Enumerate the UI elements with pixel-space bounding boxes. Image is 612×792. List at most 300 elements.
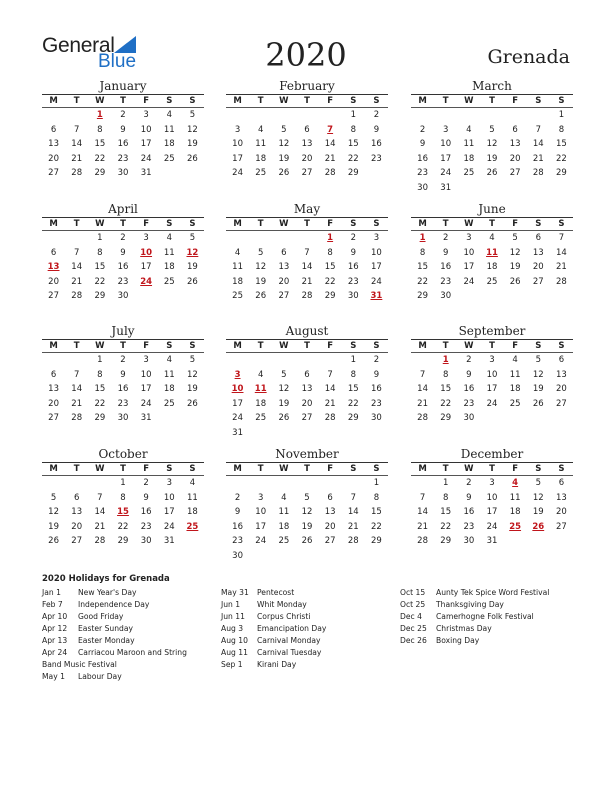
- day-cell: 25: [163, 276, 175, 287]
- day-cell: 9: [350, 247, 356, 258]
- month-name: April: [108, 202, 138, 216]
- empty-day: [295, 353, 318, 368]
- weekday-header: M: [42, 95, 65, 108]
- holiday-date: 11: [254, 384, 267, 394]
- day-cell: 11: [187, 492, 198, 503]
- day-cell: 18: [232, 276, 243, 287]
- day-cell: 10: [163, 492, 175, 503]
- day-cell: 2: [120, 233, 126, 243]
- day-cell: 18: [255, 398, 267, 409]
- day-cell: 2: [466, 355, 472, 365]
- day-cell: 21: [301, 276, 313, 287]
- day-cell: 9: [143, 492, 149, 503]
- day-cell: 30: [371, 413, 382, 423]
- day-cell: 12: [278, 139, 290, 149]
- day-cell: 16: [140, 507, 152, 517]
- day-cell: 2: [120, 355, 126, 365]
- weekday-header: T: [111, 95, 134, 108]
- empty-day: [319, 108, 342, 123]
- day-cell: 13: [301, 139, 313, 149]
- holiday-date: 10: [231, 384, 244, 394]
- day-cell: 5: [304, 492, 310, 503]
- day-cell: 3: [373, 233, 380, 243]
- day-cell: 7: [74, 124, 80, 135]
- day-cell: 24: [463, 276, 475, 287]
- day-cell: 8: [350, 124, 356, 135]
- day-cell: 13: [71, 507, 83, 517]
- day-cell: 10: [140, 124, 152, 135]
- day-cell: 12: [187, 369, 198, 380]
- holiday-entry: [42, 599, 187, 611]
- day-cell: 29: [556, 168, 567, 178]
- day-cell: 4: [466, 124, 472, 135]
- day-cell: 19: [301, 521, 313, 532]
- day-cell: 14: [417, 507, 428, 517]
- holiday-entry: [42, 659, 187, 671]
- day-cell: 20: [509, 153, 521, 164]
- empty-day: [480, 108, 503, 123]
- day-cell: 24: [140, 153, 152, 164]
- day-cell: 25: [232, 291, 243, 301]
- weekday-header: F: [504, 340, 527, 353]
- empty-day: [249, 353, 272, 368]
- day-cell: 21: [532, 153, 544, 164]
- holiday-date: 31: [370, 291, 383, 301]
- weekday-header: S: [527, 95, 550, 108]
- holiday-date: 4: [512, 478, 519, 488]
- holiday-date: 15: [117, 507, 129, 517]
- day-cell: 15: [440, 507, 452, 517]
- holiday-date: 1: [442, 355, 449, 365]
- holiday-entry-date: Dec 25: [400, 624, 427, 633]
- weekday-header: T: [480, 218, 503, 231]
- day-cell: 22: [94, 276, 106, 287]
- day-cell: 19: [532, 384, 544, 394]
- weekday-header: W: [272, 95, 295, 108]
- day-cell: 21: [71, 398, 83, 409]
- day-cell: 5: [281, 369, 287, 380]
- holidays-title: 2020 Holidays for Grenada: [42, 574, 170, 584]
- day-cell: 19: [278, 153, 290, 164]
- holiday-entry-name: Labour Day: [78, 672, 122, 681]
- day-cell: 14: [71, 139, 83, 149]
- day-cell: 2: [419, 124, 426, 135]
- day-cell: 27: [48, 291, 59, 301]
- day-cell: 23: [232, 536, 243, 546]
- day-cell: 5: [189, 110, 196, 120]
- day-cell: 21: [417, 521, 428, 532]
- day-cell: 10: [486, 369, 498, 380]
- weekday-header: T: [249, 95, 272, 108]
- weekday-header: W: [272, 340, 295, 353]
- day-grid: [42, 340, 204, 426]
- empty-day: [411, 353, 434, 368]
- day-cell: 24: [232, 168, 243, 178]
- day-cell: 18: [163, 139, 175, 149]
- day-cell: 19: [187, 262, 198, 272]
- day-cell: 3: [143, 233, 149, 243]
- month-name: March: [472, 79, 512, 93]
- day-cell: 13: [48, 139, 59, 149]
- day-grid: [42, 463, 204, 549]
- day-cell: 16: [117, 139, 129, 149]
- day-cell: 14: [347, 507, 359, 517]
- day-cell: 7: [419, 369, 426, 380]
- day-cell: 20: [48, 398, 59, 409]
- holiday-entry-name: Good Friday: [78, 612, 124, 621]
- holiday-entry-date: Oct 25: [400, 600, 426, 609]
- day-grid: [226, 340, 388, 440]
- holiday-entry-date: Sep 1: [221, 660, 243, 669]
- day-cell: 4: [512, 355, 518, 365]
- day-cell: 17: [163, 507, 175, 517]
- weekday-header: M: [42, 218, 65, 231]
- day-grid: [411, 340, 573, 426]
- day-cell: 15: [440, 384, 452, 394]
- day-cell: 18: [255, 153, 267, 164]
- month-march: [411, 79, 573, 195]
- empty-day: [319, 476, 342, 491]
- day-cell: 20: [556, 507, 567, 517]
- day-cell: 22: [417, 276, 428, 287]
- weekday-header: F: [504, 95, 527, 108]
- day-cell: 14: [417, 384, 428, 394]
- day-cell: 14: [324, 384, 336, 394]
- weekday-header: T: [65, 463, 88, 476]
- day-cell: 6: [535, 233, 541, 243]
- day-cell: 31: [163, 536, 175, 546]
- day-cell: 13: [556, 369, 567, 380]
- day-cell: 21: [324, 398, 336, 409]
- weekday-header: W: [272, 218, 295, 231]
- day-cell: 13: [301, 384, 313, 394]
- day-cell: 22: [94, 153, 106, 164]
- day-cell: 1: [97, 355, 103, 365]
- day-cell: 26: [486, 168, 498, 178]
- day-cell: 19: [255, 276, 267, 287]
- day-cell: 16: [347, 262, 359, 272]
- day-cell: 2: [234, 492, 241, 503]
- day-cell: 4: [258, 369, 264, 380]
- day-cell: 2: [120, 110, 126, 120]
- day-cell: 30: [117, 413, 129, 423]
- weekday-header: T: [480, 95, 503, 108]
- day-cell: 24: [440, 168, 452, 178]
- weekday-header: T: [295, 95, 318, 108]
- day-cell: 27: [301, 168, 313, 178]
- holiday-entry-date: Jun 1: [221, 600, 241, 609]
- holiday-entry: [42, 647, 187, 659]
- weekday-header: S: [342, 463, 365, 476]
- day-cell: 12: [255, 262, 267, 272]
- day-cell: 3: [166, 478, 172, 488]
- day-cell: 13: [556, 492, 567, 503]
- month-name: December: [460, 447, 524, 461]
- day-cell: 4: [166, 355, 172, 365]
- weekday-header: F: [504, 463, 527, 476]
- empty-day: [88, 476, 111, 491]
- day-cell: 7: [74, 369, 80, 380]
- day-cell: 21: [556, 262, 567, 272]
- holiday-entry-date: May 31: [221, 588, 249, 597]
- day-cell: 17: [255, 521, 267, 532]
- day-cell: 10: [232, 139, 243, 149]
- day-cell: 25: [163, 398, 175, 409]
- day-cell: 26: [532, 398, 544, 409]
- day-cell: 11: [232, 262, 243, 272]
- day-cell: 9: [466, 492, 472, 503]
- day-cell: 10: [463, 247, 475, 258]
- day-cell: 9: [234, 507, 241, 517]
- day-cell: 6: [327, 492, 333, 503]
- day-cell: 10: [371, 247, 382, 258]
- day-cell: 6: [304, 124, 310, 135]
- weekday-header: M: [226, 463, 249, 476]
- holiday-entry-name: Pentecost: [257, 588, 295, 597]
- empty-day: [295, 231, 318, 246]
- holiday-entry-name: Whit Monday: [257, 600, 307, 609]
- day-cell: 2: [143, 478, 149, 488]
- weekday-header: S: [158, 218, 181, 231]
- day-cell: 16: [371, 384, 382, 394]
- weekday-header: S: [365, 340, 388, 353]
- day-cell: 7: [327, 369, 333, 380]
- weekday-header: M: [42, 463, 65, 476]
- day-cell: 25: [509, 398, 521, 409]
- month-august: [226, 324, 388, 440]
- weekday-header: T: [65, 95, 88, 108]
- holiday-entry: [42, 611, 187, 623]
- day-cell: 23: [463, 398, 475, 409]
- day-cell: 28: [94, 536, 106, 546]
- day-cell: 17: [440, 153, 452, 164]
- day-cell: 12: [301, 507, 313, 517]
- day-cell: 6: [74, 492, 80, 503]
- day-cell: 17: [232, 398, 243, 409]
- weekday-header: M: [226, 218, 249, 231]
- day-cell: 16: [117, 384, 129, 394]
- day-cell: 1: [558, 110, 565, 120]
- day-cell: 28: [417, 536, 428, 546]
- day-cell: 8: [350, 369, 356, 380]
- weekday-header: T: [295, 340, 318, 353]
- weekday-header: M: [411, 218, 434, 231]
- weekday-header: S: [550, 463, 573, 476]
- weekday-header: W: [88, 218, 111, 231]
- day-cell: 7: [304, 247, 310, 258]
- weekday-header: T: [111, 340, 134, 353]
- day-cell: 11: [278, 507, 290, 517]
- day-cell: 8: [97, 369, 103, 380]
- day-cell: 25: [255, 168, 267, 178]
- day-cell: 8: [97, 124, 103, 135]
- holiday-date: 13: [47, 262, 60, 272]
- day-cell: 1: [443, 478, 449, 488]
- day-cell: 4: [234, 247, 241, 258]
- month-september: [411, 324, 573, 426]
- day-cell: 9: [373, 369, 380, 380]
- day-grid: [226, 218, 388, 304]
- holiday-date: 12: [186, 247, 199, 258]
- holiday-column: [221, 587, 326, 671]
- day-cell: 16: [440, 262, 452, 272]
- day-cell: 25: [163, 153, 175, 164]
- day-cell: 18: [486, 262, 498, 272]
- day-cell: 18: [463, 153, 475, 164]
- holiday-entry-date: Oct 15: [400, 588, 426, 597]
- day-cell: 11: [509, 492, 521, 503]
- day-cell: 16: [417, 153, 428, 164]
- day-cell: 25: [463, 168, 475, 178]
- day-grid: [411, 95, 573, 195]
- weekday-header: T: [480, 463, 503, 476]
- empty-day: [65, 353, 88, 368]
- empty-day: [272, 231, 295, 246]
- empty-day: [42, 108, 65, 123]
- month-name: January: [99, 79, 147, 93]
- day-cell: 28: [556, 276, 567, 287]
- day-cell: 25: [255, 413, 267, 423]
- day-cell: 22: [440, 521, 452, 532]
- day-cell: 14: [532, 139, 544, 149]
- day-cell: 25: [486, 276, 498, 287]
- day-cell: 16: [371, 139, 382, 149]
- empty-day: [65, 108, 88, 123]
- weekday-header: F: [135, 340, 158, 353]
- day-cell: 27: [532, 276, 544, 287]
- day-cell: 27: [324, 536, 336, 546]
- day-cell: 6: [304, 369, 310, 380]
- holiday-entry: [221, 647, 326, 659]
- day-cell: 5: [189, 233, 196, 243]
- month-june: [411, 202, 573, 304]
- holiday-entry-date: Dec 26: [400, 636, 427, 645]
- day-cell: 8: [443, 492, 449, 503]
- day-cell: 12: [486, 139, 498, 149]
- holiday-entry-name: Emancipation Day: [257, 624, 327, 633]
- day-cell: 3: [258, 492, 264, 503]
- holiday-entry-date: Jun 11: [221, 612, 245, 621]
- day-cell: 22: [371, 521, 382, 532]
- holiday-entry-date: Aug 3: [221, 624, 244, 633]
- empty-day: [226, 108, 249, 123]
- day-cell: 30: [463, 413, 475, 423]
- holiday-entry-name: Independence Day: [78, 600, 150, 609]
- weekday-header: M: [411, 95, 434, 108]
- day-cell: 12: [278, 384, 290, 394]
- day-cell: 12: [509, 247, 521, 258]
- day-cell: 4: [166, 110, 172, 120]
- holiday-date: 11: [486, 247, 498, 258]
- weekday-header: S: [158, 95, 181, 108]
- weekday-header: S: [342, 340, 365, 353]
- month-december: [411, 447, 573, 549]
- day-cell: 2: [373, 355, 380, 365]
- day-cell: 23: [117, 398, 129, 409]
- holiday-entry: [221, 623, 326, 635]
- day-cell: 23: [417, 168, 428, 178]
- day-cell: 23: [463, 521, 475, 532]
- day-cell: 28: [71, 413, 83, 423]
- day-cell: 6: [50, 124, 57, 135]
- day-cell: 18: [187, 507, 198, 517]
- day-grid: [411, 463, 573, 549]
- weekday-header: T: [111, 218, 134, 231]
- day-cell: 4: [258, 124, 264, 135]
- holiday-date: 1: [96, 110, 103, 120]
- month-april: [42, 202, 204, 304]
- day-cell: 7: [97, 492, 103, 503]
- day-cell: 28: [71, 168, 83, 178]
- day-cell: 20: [71, 521, 83, 532]
- weekday-header: T: [65, 218, 88, 231]
- day-cell: 12: [532, 369, 544, 380]
- weekday-header: F: [319, 95, 342, 108]
- day-cell: 26: [301, 536, 313, 546]
- weekday-header: F: [319, 218, 342, 231]
- day-cell: 31: [232, 427, 243, 438]
- weekday-header: T: [434, 218, 457, 231]
- day-cell: 6: [50, 369, 57, 380]
- day-cell: 17: [371, 262, 382, 272]
- empty-day: [342, 476, 365, 491]
- holiday-entry: [221, 587, 326, 599]
- day-cell: 4: [189, 478, 196, 488]
- empty-day: [319, 353, 342, 368]
- day-cell: 6: [512, 124, 518, 135]
- month-name: July: [111, 324, 135, 338]
- holiday-entry: [400, 611, 549, 623]
- day-cell: 23: [440, 276, 452, 287]
- empty-day: [249, 108, 272, 123]
- day-cell: 7: [74, 247, 80, 258]
- day-cell: 15: [417, 262, 428, 272]
- day-cell: 5: [535, 478, 541, 488]
- day-cell: 23: [371, 398, 382, 409]
- holiday-entry-name: Carnival Monday: [257, 636, 321, 645]
- weekday-header: M: [42, 340, 65, 353]
- day-cell: 18: [163, 384, 175, 394]
- day-cell: 5: [281, 124, 287, 135]
- empty-day: [295, 108, 318, 123]
- day-cell: 29: [324, 291, 336, 301]
- day-cell: 4: [166, 233, 172, 243]
- day-cell: 11: [463, 139, 475, 149]
- day-cell: 24: [163, 521, 175, 532]
- day-cell: 29: [440, 413, 452, 423]
- day-cell: 27: [556, 521, 567, 532]
- day-cell: 28: [71, 291, 83, 301]
- weekday-header: F: [135, 463, 158, 476]
- day-cell: 31: [486, 536, 498, 546]
- holiday-entry-date: Apr 13: [42, 636, 68, 645]
- day-cell: 29: [371, 536, 382, 546]
- day-cell: 9: [120, 247, 126, 258]
- weekday-header: W: [457, 340, 480, 353]
- weekday-header: S: [342, 218, 365, 231]
- day-cell: 14: [556, 247, 567, 258]
- day-cell: 3: [489, 355, 495, 365]
- day-cell: 28: [417, 413, 428, 423]
- day-cell: 21: [94, 521, 106, 532]
- weekday-header: S: [181, 95, 204, 108]
- day-cell: 24: [486, 521, 498, 532]
- day-cell: 3: [234, 124, 241, 135]
- day-cell: 24: [232, 413, 243, 423]
- holiday-entry: [221, 599, 326, 611]
- weekday-header: W: [272, 463, 295, 476]
- holiday-date: 10: [140, 247, 153, 258]
